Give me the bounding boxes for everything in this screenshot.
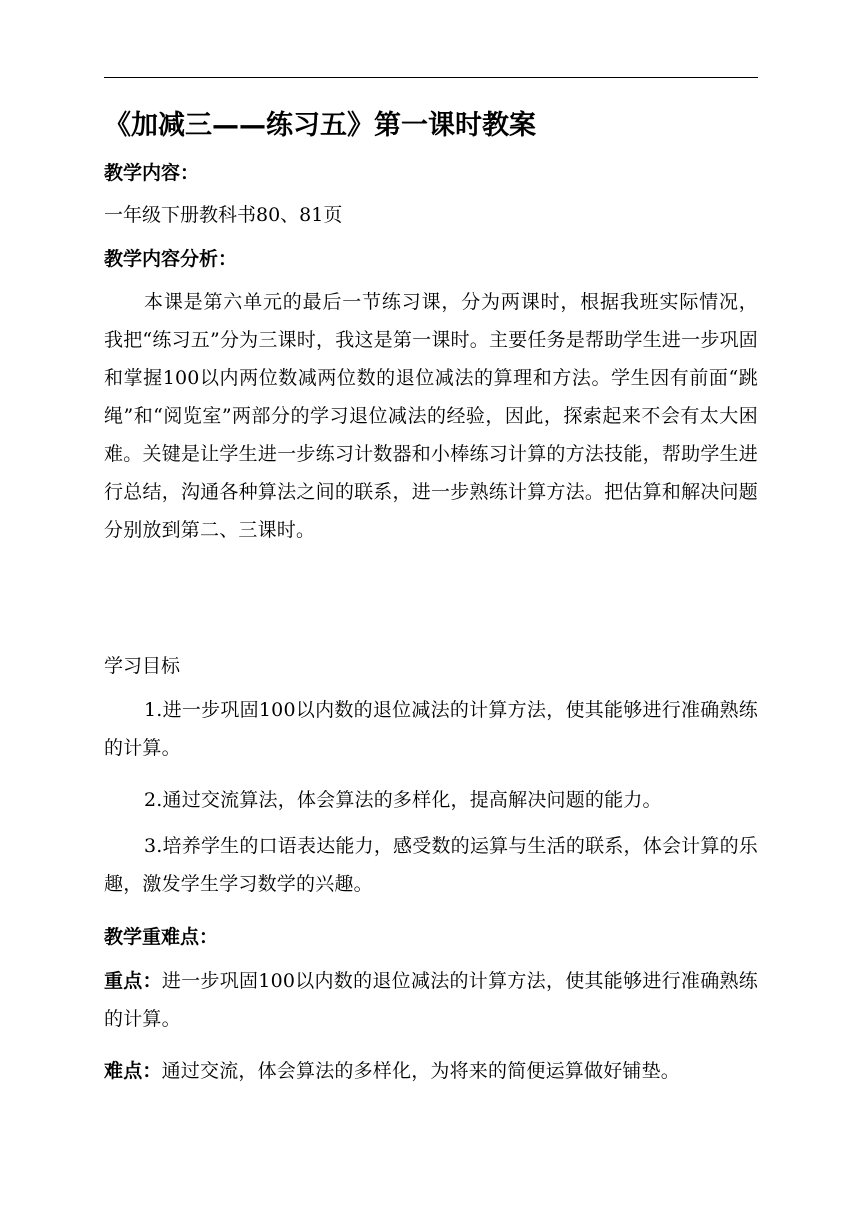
goal-item-1: 1.进一步巩固100以内数的退位减法的计算方法，使其能够进行准确熟练的计算。 <box>104 699 758 759</box>
goal-item-3: 3.培养学生的口语表达能力，感受数的运算与生活的联系，体会计算的乐趣，激发学生学习数学的兴趣。 <box>104 835 758 895</box>
key-label: 重点： <box>104 970 162 992</box>
content-heading: 教学内容： <box>104 162 200 184</box>
keypoints-heading: 教学重难点： <box>104 926 219 948</box>
key-text: 进一步巩固100以内数的退位减法的计算方法，使其能够进行准确熟练的计算。 <box>104 970 758 1030</box>
difficulty-point <box>104 1052 758 1090</box>
difficulty-label: 难点： <box>104 1060 162 1082</box>
header-rule <box>104 77 758 78</box>
document-page <box>104 0 758 1216</box>
difficulty-text: 通过交流，体会算法的多样化，为将来的简便运算做好铺垫。 <box>161 1060 681 1082</box>
goals-heading: 学习目标 <box>104 655 181 677</box>
content-text: 一年级下册教科书80、81页 <box>104 204 343 226</box>
document-title: 《加减三——练习五》第一课时教案 <box>104 110 536 141</box>
analysis-paragraph: 本课是第六单元的最后一节练习课，分为两课时，根据我班实际情况，我把“练习五”分为三课时，我这是第一课时。主要任务是帮助学生进一步巩固和掌握100以内两位数减两位数的退位减法的算理和方法。学生因有前面“跳绳”和“阅览室”两部分的学习退位减法的经验，因此，探索起来不会有太大困难。关键是让学生进一步练习计数器和小棒练习计算的方法技能，帮助学生进行总结，沟通各种算法之间的联系，进一步熟练计算方法。把估算和解决问题分别放到第二、三课时。 <box>104 291 758 541</box>
goal-item-2: 2.通过交流算法，体会算法的多样化，提高解决问题的能力。 <box>144 789 662 811</box>
analysis-heading: 教学内容分析： <box>104 248 238 270</box>
key-point <box>104 962 758 1038</box>
